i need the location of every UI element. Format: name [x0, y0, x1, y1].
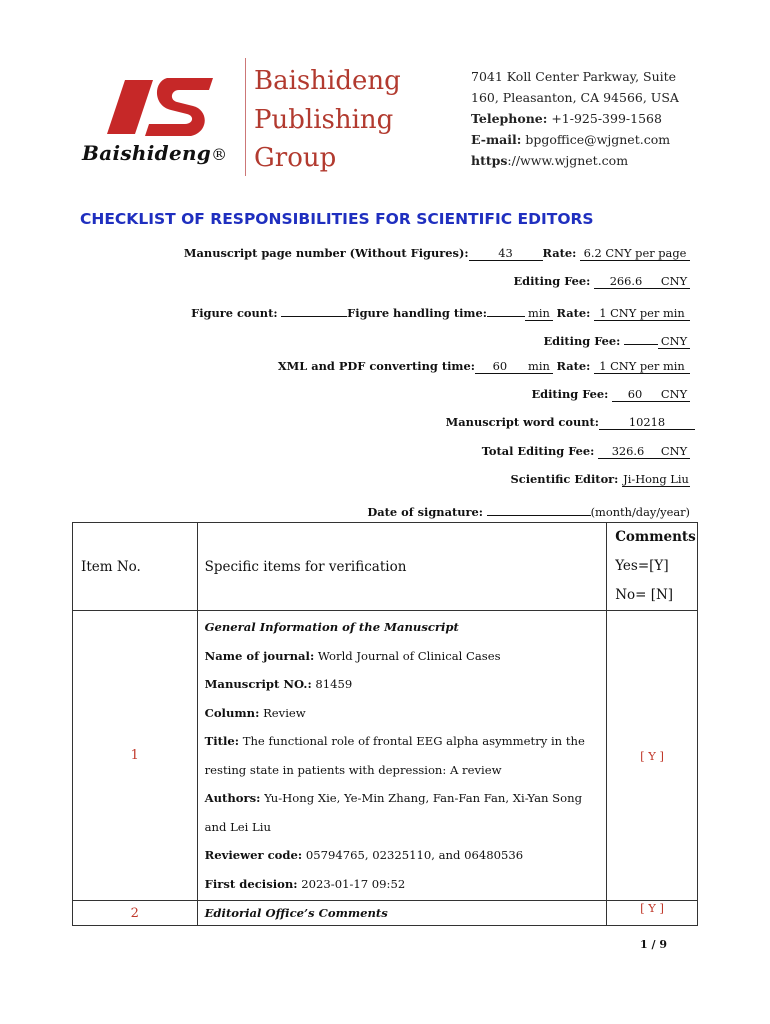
- logo-divider: [245, 58, 246, 176]
- verification-table: [72, 522, 698, 926]
- authors-line-2: and Lei Liu: [204, 819, 271, 834]
- brand-line-1: Baishideng: [254, 66, 401, 96]
- brand-line-3: Group: [254, 143, 337, 173]
- title-line: Title: The functional role of frontal EEG alpha asymmetry in the: [204, 734, 585, 748]
- date-field[interactable]: [487, 501, 591, 516]
- authors-line: Authors: Yu-Hong Xie, Ye-Min Zhang, Fan-Fan Fan, Xi-Yan Song: [204, 791, 582, 805]
- column-line: Column: Review: [204, 705, 306, 720]
- table-header-row: [73, 523, 698, 611]
- item-number: 1: [73, 611, 198, 901]
- journal-line: Name of journal: World Journal of Clinical Cases: [204, 648, 501, 663]
- item-number: 2: [73, 901, 198, 926]
- table-row: [73, 901, 698, 926]
- scientific-editor-row: Scientific Editor: Ji-Hong Liu: [510, 472, 689, 486]
- total-fee-row: Total Editing Fee: 326.6 CNY: [482, 444, 690, 459]
- reviewer-line: Reviewer code: 05794765, 02325110, and 06480536: [204, 848, 524, 862]
- scientific-editor-field[interactable]: Ji-Hong Liu: [623, 472, 689, 486]
- address-line-1: 7041 Koll Center Parkway, Suite: [471, 69, 677, 84]
- figure-row: Figure count: Figure handling time: min Rate: 1 CNY per min: [191, 302, 690, 321]
- email[interactable]: E-mail: bpgoffice@wjgnet.com: [471, 132, 671, 147]
- col-comments-header: Comments Yes=[Y] No= [N]: [607, 523, 698, 611]
- logo-wordmark: Baishideng®: [82, 141, 228, 165]
- title-line-2: resting state in patients with depression: A review: [204, 762, 502, 777]
- table-row: [73, 611, 698, 901]
- comment-cell[interactable]: [ Y ]: [607, 901, 698, 926]
- word-count-row: Manuscript word count: 10218: [446, 415, 695, 430]
- section-heading: Editorial Office’s Comments: [197, 901, 607, 926]
- editing-fee-row-2: Editing Fee: CNY: [543, 330, 690, 349]
- general-info-cell: [197, 611, 607, 901]
- editing-fee-3-field[interactable]: 60: [612, 387, 658, 402]
- col-item-header: Item No.: [73, 523, 198, 611]
- brand-line-2: Publishing: [254, 105, 394, 135]
- xml-time-field[interactable]: 60: [475, 359, 525, 374]
- total-fee-field[interactable]: 326.6: [598, 444, 658, 459]
- comment-cell[interactable]: [ Y ]: [607, 611, 698, 901]
- xml-row: XML and PDF converting time: 60 min Rate: 1 CNY per min: [278, 359, 690, 374]
- date-row: Date of signature: (month/day/year): [367, 501, 690, 519]
- address-line-2: 160, Pleasanton, CA 94566, USA: [471, 90, 679, 105]
- telephone: Telephone: +1-925-399-1568: [471, 111, 662, 126]
- word-count-field[interactable]: 10218: [599, 415, 695, 430]
- decision-line: First decision: 2023-01-17 09:52: [204, 876, 406, 891]
- page-number-row: Manuscript page number (Without Figures): 43 Rate: 6.2 CNY per page: [184, 246, 690, 261]
- editing-fee-row-3: Editing Fee: 60 CNY: [531, 387, 690, 402]
- editing-fee-row-1: Editing Fee: 266.6 CNY: [513, 274, 690, 289]
- baishideng-logo-mark: [105, 70, 215, 144]
- section-heading: General Information of the Manuscript: [204, 620, 459, 634]
- page-number-field[interactable]: 43: [469, 246, 543, 261]
- col-items-header: Specific items for verification: [197, 523, 607, 611]
- editing-fee-2-field[interactable]: [624, 330, 658, 345]
- page-number: 1 / 9: [640, 938, 667, 951]
- page-title: CHECKLIST OF RESPONSIBILITIES FOR SCIENTIFIC EDITORS: [80, 210, 594, 228]
- website-link[interactable]: https://www.wjgnet.com: [471, 153, 629, 168]
- manuscript-no-line: Manuscript NO.: 81459: [204, 677, 353, 691]
- figure-count-field[interactable]: [281, 302, 347, 317]
- figure-time-field[interactable]: [487, 302, 525, 317]
- editing-fee-1-field[interactable]: 266.6: [594, 274, 658, 289]
